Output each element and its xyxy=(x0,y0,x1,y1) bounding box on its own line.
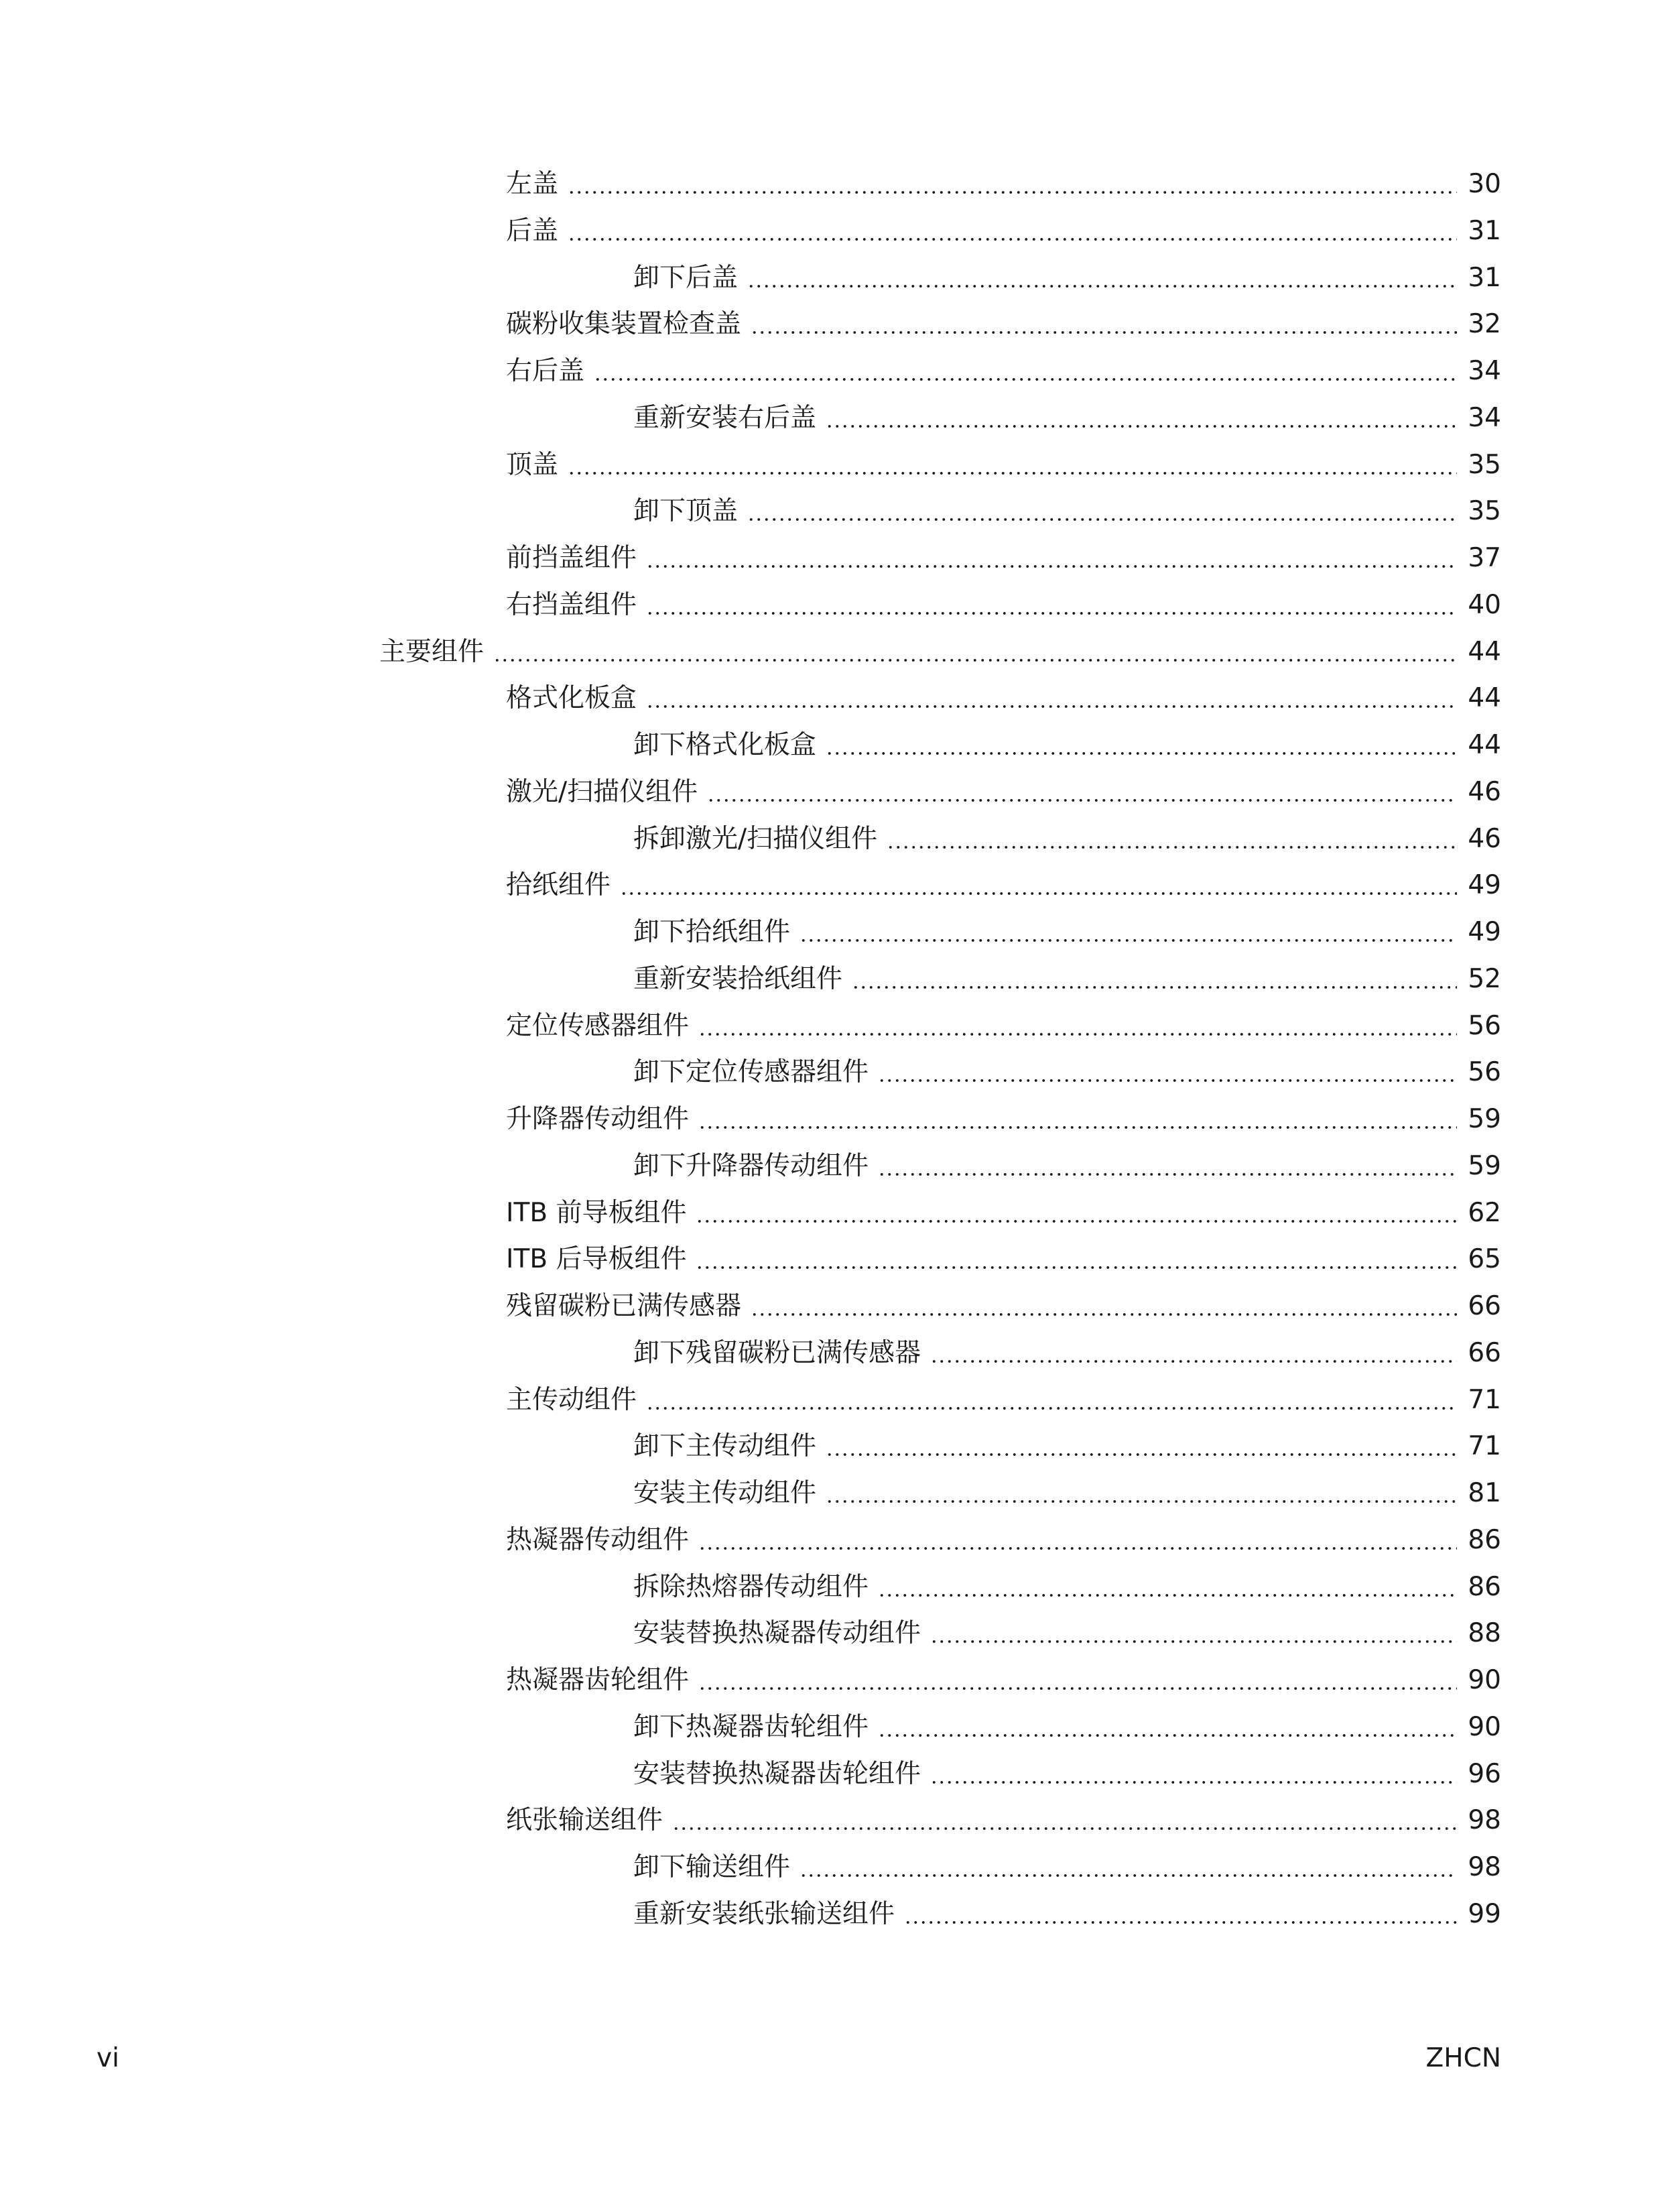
toc-entry-title: 左盖 xyxy=(506,169,559,199)
toc-entry[interactable] xyxy=(633,1610,1501,1657)
toc-entry-page-number: 56 xyxy=(1468,1010,1501,1041)
toc-dot-leader xyxy=(747,285,1457,288)
toc-entry[interactable] xyxy=(633,722,1501,769)
toc-entry-page-number: 59 xyxy=(1468,1150,1501,1181)
toc-entry[interactable] xyxy=(506,1003,1501,1050)
toc-entry-title: 卸下升降器传动组件 xyxy=(633,1150,869,1181)
toc-dot-leader xyxy=(646,1407,1457,1410)
toc-entry[interactable] xyxy=(506,161,1501,208)
toc-entry[interactable] xyxy=(506,442,1501,489)
toc-dot-leader xyxy=(878,1594,1457,1597)
toc-entry-page-number: 31 xyxy=(1468,262,1501,293)
toc-dot-leader xyxy=(646,565,1457,568)
toc-entry[interactable] xyxy=(506,1517,1501,1564)
toc-entry[interactable] xyxy=(633,488,1501,535)
toc-dot-leader xyxy=(826,1500,1457,1503)
toc-dot-leader xyxy=(930,1640,1457,1643)
toc-entry[interactable] xyxy=(633,1423,1501,1470)
toc-entry[interactable] xyxy=(633,1049,1501,1096)
toc-entry-title: 右挡盖组件 xyxy=(506,589,637,620)
toc-entry-title: 拆除热熔器传动组件 xyxy=(633,1571,869,1602)
toc-entry-title: 残留碳粉已满传感器 xyxy=(506,1291,742,1321)
toc-entry-page-number: 59 xyxy=(1468,1104,1501,1134)
toc-dot-leader xyxy=(800,1874,1457,1877)
toc-dot-leader xyxy=(852,986,1457,989)
toc-entry-page-number: 98 xyxy=(1468,1805,1501,1836)
toc-entry[interactable] xyxy=(633,1143,1501,1190)
toc-dot-leader xyxy=(878,1734,1457,1737)
toc-entry-title: 卸下顶盖 xyxy=(633,496,739,527)
toc-entry-page-number: 90 xyxy=(1468,1665,1501,1695)
toc-entry-title: 卸下格式化板盒 xyxy=(633,730,817,760)
toc-dot-leader xyxy=(698,1126,1457,1129)
toc-entry-page-number: 49 xyxy=(1468,870,1501,901)
toc-entry[interactable] xyxy=(379,629,1501,676)
toc-entry-page-number: 31 xyxy=(1468,215,1501,246)
toc-entry-title: 右后盖 xyxy=(506,356,585,386)
toc-entry-title: 安装替换热凝器齿轮组件 xyxy=(633,1758,921,1789)
toc-entry-title: 拆卸激光/扫描仪组件 xyxy=(633,823,878,854)
toc-entry-title: 卸下残留碳粉已满传感器 xyxy=(633,1337,921,1368)
toc-entry[interactable] xyxy=(633,395,1501,442)
toc-entry-title: 碳粉收集装置检查盖 xyxy=(506,309,742,340)
toc-entry-page-number: 98 xyxy=(1468,1852,1501,1882)
toc-dot-leader xyxy=(620,892,1457,895)
toc-entry-title: 前挡盖组件 xyxy=(506,543,637,573)
toc-entry-page-number: 34 xyxy=(1468,356,1501,386)
toc-entry-title: 升降器传动组件 xyxy=(506,1104,690,1134)
toc-dot-leader xyxy=(696,1266,1457,1269)
toc-entry-title: 激光/扫描仪组件 xyxy=(506,776,698,807)
toc-dot-leader xyxy=(826,752,1457,755)
toc-entry-page-number: 32 xyxy=(1468,309,1501,340)
toc-entry-page-number: 71 xyxy=(1468,1384,1501,1415)
toc-entry-title: 卸下定位传感器组件 xyxy=(633,1057,869,1088)
toc-dot-leader xyxy=(568,191,1457,194)
toc-dot-leader xyxy=(696,1220,1457,1223)
toc-entry[interactable] xyxy=(633,1470,1501,1517)
toc-entry-title: 卸下拾纸组件 xyxy=(633,917,791,947)
toc-entry-title: 卸下输送组件 xyxy=(633,1852,791,1882)
toc-entry-page-number: 66 xyxy=(1468,1337,1501,1368)
toc-entry[interactable] xyxy=(506,301,1501,348)
toc-dot-leader xyxy=(751,1313,1457,1316)
toc-entry-page-number: 30 xyxy=(1468,169,1501,199)
toc-entry-title: 主要组件 xyxy=(379,636,485,667)
toc-entry-title: 顶盖 xyxy=(506,449,559,480)
toc-entry[interactable] xyxy=(506,1657,1501,1704)
toc-entry[interactable] xyxy=(633,1891,1501,1938)
toc-dot-leader xyxy=(493,659,1457,662)
toc-dot-leader xyxy=(878,1173,1457,1176)
toc-dot-leader xyxy=(826,1453,1457,1456)
toc-entry-title: 安装主传动组件 xyxy=(633,1478,817,1508)
toc-entry-page-number: 90 xyxy=(1468,1711,1501,1742)
toc-entry-page-number: 35 xyxy=(1468,496,1501,527)
toc-entry-title: 卸下后盖 xyxy=(633,262,739,293)
toc-entry-title: 热凝器齿轮组件 xyxy=(506,1665,690,1695)
toc-entry[interactable] xyxy=(506,348,1501,395)
toc-entry-title: 卸下热凝器齿轮组件 xyxy=(633,1711,869,1742)
toc-entry-title: 重新安装右后盖 xyxy=(633,402,817,433)
toc-entry[interactable] xyxy=(633,909,1501,956)
toc-entry-title: ITB 前导板组件 xyxy=(506,1197,687,1228)
toc-entry-page-number: 71 xyxy=(1468,1431,1501,1462)
toc-entry-page-number: 35 xyxy=(1468,449,1501,480)
toc-entry-page-number: 96 xyxy=(1468,1758,1501,1789)
toc-entry[interactable] xyxy=(506,675,1501,722)
toc-dot-leader xyxy=(698,1687,1457,1690)
toc-dot-leader xyxy=(594,378,1457,381)
footer-locale: ZHCN xyxy=(1425,2043,1501,2073)
toc-entry-page-number: 66 xyxy=(1468,1291,1501,1321)
toc-entry-page-number: 49 xyxy=(1468,917,1501,947)
toc-entry[interactable] xyxy=(506,862,1501,909)
toc-dot-leader xyxy=(646,705,1457,708)
toc-entry-page-number: 44 xyxy=(1468,730,1501,760)
toc-entry-page-number: 37 xyxy=(1468,543,1501,573)
toc-dot-leader xyxy=(707,799,1457,802)
toc-dot-leader xyxy=(646,612,1457,615)
toc-entry[interactable] xyxy=(633,816,1501,863)
toc-entry-title: 纸张输送组件 xyxy=(506,1805,663,1836)
toc-dot-leader xyxy=(698,1547,1457,1550)
toc-entry-page-number: 86 xyxy=(1468,1524,1501,1555)
toc-entry-page-number: 40 xyxy=(1468,589,1501,620)
toc-dot-leader xyxy=(751,331,1457,334)
toc-entry-page-number: 46 xyxy=(1468,776,1501,807)
toc-entry-page-number: 88 xyxy=(1468,1618,1501,1649)
toc-dot-leader xyxy=(747,518,1457,521)
toc-dot-leader xyxy=(568,472,1457,475)
toc-entry[interactable] xyxy=(506,1797,1501,1844)
toc-entry-page-number: 52 xyxy=(1468,963,1501,994)
toc-entry-title: 定位传感器组件 xyxy=(506,1010,690,1041)
toc-entry-page-number: 81 xyxy=(1468,1478,1501,1508)
toc-entry-page-number: 44 xyxy=(1468,636,1501,667)
toc-entry-page-number: 44 xyxy=(1468,683,1501,714)
toc-entry-title: 后盖 xyxy=(506,215,559,246)
toc-entry-page-number: 46 xyxy=(1468,823,1501,854)
toc-entry-page-number: 34 xyxy=(1468,402,1501,433)
toc-dot-leader xyxy=(826,425,1457,428)
toc-entry[interactable] xyxy=(506,1096,1501,1143)
toc-entry[interactable] xyxy=(633,956,1501,1003)
toc-entry-page-number: 56 xyxy=(1468,1057,1501,1088)
toc-entry[interactable] xyxy=(506,535,1501,582)
toc-dot-leader xyxy=(904,1921,1457,1924)
toc-entry[interactable] xyxy=(506,582,1501,629)
toc-dot-leader xyxy=(568,238,1457,241)
toc-entry[interactable] xyxy=(633,1844,1501,1891)
toc-entry-page-number: 86 xyxy=(1468,1571,1501,1602)
toc-entry-title: 热凝器传动组件 xyxy=(506,1524,690,1555)
toc-dot-leader xyxy=(878,1079,1457,1082)
toc-entry-page-number: 99 xyxy=(1468,1898,1501,1929)
toc-entry-title: 卸下主传动组件 xyxy=(633,1431,817,1462)
toc-entry-title: 安装替换热凝器传动组件 xyxy=(633,1618,921,1649)
footer-page-number: vi xyxy=(97,2043,119,2073)
toc-entry-title: 拾纸组件 xyxy=(506,870,611,901)
toc-entry-title: ITB 后导板组件 xyxy=(506,1244,687,1275)
toc-entry[interactable] xyxy=(633,1751,1501,1798)
toc-entry[interactable] xyxy=(506,1283,1501,1330)
toc-entry-title: 重新安装拾纸组件 xyxy=(633,963,843,994)
toc-entry[interactable] xyxy=(633,1564,1501,1611)
toc-dot-leader xyxy=(930,1360,1457,1363)
toc-dot-leader xyxy=(698,1033,1457,1036)
toc-entry[interactable] xyxy=(633,1330,1501,1377)
toc-entry[interactable] xyxy=(506,769,1501,816)
toc-entry[interactable] xyxy=(506,1377,1501,1424)
toc-entry-title: 重新安装纸张输送组件 xyxy=(633,1898,895,1929)
toc-entry-title: 格式化板盒 xyxy=(506,683,637,714)
toc-entry-page-number: 62 xyxy=(1468,1197,1501,1228)
toc-entry[interactable] xyxy=(633,1704,1501,1751)
toc-entry-title: 主传动组件 xyxy=(506,1384,637,1415)
toc-entry[interactable] xyxy=(633,255,1501,302)
toc-dot-leader xyxy=(930,1781,1457,1784)
toc-entry[interactable] xyxy=(506,1190,1501,1237)
toc-entry[interactable] xyxy=(506,1236,1501,1283)
toc-entry-page-number: 65 xyxy=(1468,1244,1501,1275)
toc-dot-leader xyxy=(672,1827,1457,1830)
toc-entry[interactable] xyxy=(506,208,1501,255)
toc-dot-leader xyxy=(800,939,1457,942)
toc-dot-leader xyxy=(887,846,1457,849)
